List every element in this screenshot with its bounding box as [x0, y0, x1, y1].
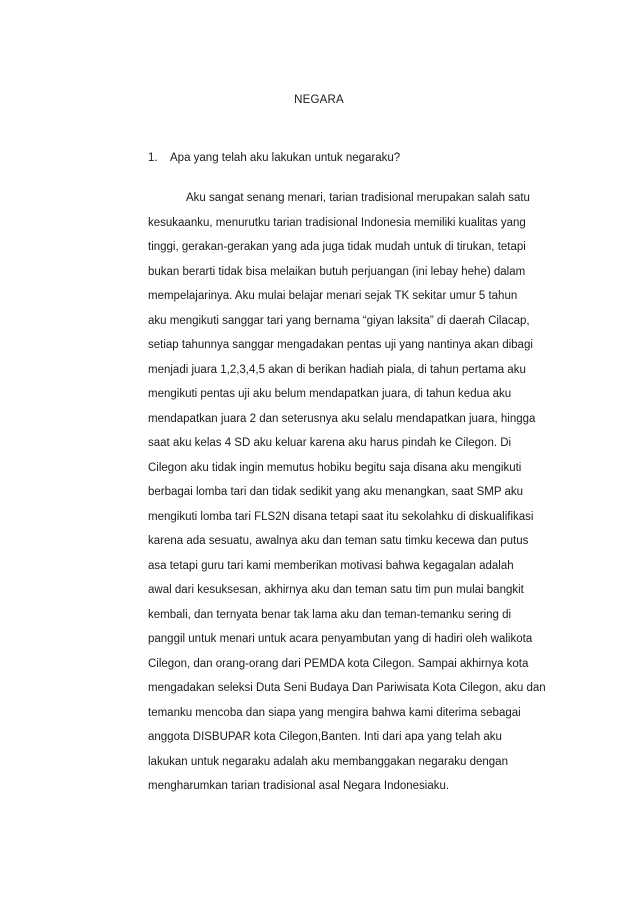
- paragraph-line: mengikuti pentas uji aku belum mendapatkan juara, di tahun kedua aku: [148, 388, 512, 400]
- paragraph-line: mendapatkan juara 2 dan seterusnya aku selalu mendapatkan juara, hingga: [148, 412, 536, 425]
- question-number: 1.: [148, 152, 158, 164]
- answer-paragraph: [148, 186, 568, 799]
- document-title: NEGARA: [294, 94, 344, 106]
- paragraph-line: berbagai lomba tari dan tidak sedikit yang aku menangkan, saat SMP aku: [148, 486, 524, 498]
- paragraph-line: mengadakan seleksi Duta Seni Budaya Dan Pariwisata Kota Cilegon, aku dan: [148, 682, 546, 694]
- paragraph-line: tinggi, gerakan-gerakan yang ada juga tidak mudah untuk di tirukan, tetapi: [148, 241, 526, 253]
- paragraph-line: menjadi juara 1,2,3,4,5 akan di berikan hadiah piala, di tahun pertama aku: [148, 363, 526, 376]
- paragraph-line: mengharumkan tarian tradisional asal Negara Indonesiaku.: [148, 780, 450, 792]
- paragraph-line: saat aku kelas 4 SD aku keluar karena aku harus pindah ke Cilegon. Di: [148, 437, 512, 449]
- question-heading: [148, 152, 400, 164]
- paragraph-line: asa tetapi guru tari kami memberikan motivasi bahwa kegagalan adalah: [148, 559, 514, 572]
- paragraph-line: kesukaanku, menurutku tarian tradisional Indonesia memiliki kualitas yang: [148, 216, 526, 229]
- paragraph-line: Aku sangat senang menari, tarian tradisional merupakan salah satu: [186, 192, 530, 204]
- paragraph-line: awal dari kesuksesan, akhirnya aku dan teman satu tim pun mulai bangkit: [148, 584, 524, 596]
- paragraph-line: Cilegon aku tidak ingin memutus hobiku begitu saja disana aku mengikuti: [148, 461, 522, 474]
- paragraph-line: Cilegon, dan orang-orang dari PEMDA kota Cilegon. Sampai akhirnya kota: [148, 657, 529, 670]
- paragraph-line: karena ada sesuatu, awalnya aku dan teman satu timku kecewa dan putus: [148, 535, 529, 547]
- paragraph-line: anggota DISBUPAR kota Cilegon,Banten. Inti dari apa yang telah aku: [148, 731, 502, 743]
- paragraph-line: aku mengikuti sanggar tari yang bernama “giyan laksita” di daerah Cilacap,: [148, 314, 530, 327]
- paragraph-line: bukan berarti tidak bisa melaikan butuh perjuangan (ini lebay hehe) dalam: [148, 265, 526, 278]
- paragraph-line: kembali, dan ternyata benar tak lama aku dan teman-temanku sering di: [148, 608, 512, 621]
- paragraph-line: panggil untuk menari untuk acara penyambutan yang di hadiri oleh walikota: [148, 633, 533, 645]
- paragraph-line: temanku mencoba dan siapa yang mengira bahwa kami diterima sebagai: [148, 706, 521, 719]
- paragraph-line: mengikuti lomba tari FLS2N disana tetapi saat itu sekolahku di diskualifikasi: [148, 510, 534, 523]
- paragraph-line: setiap tahunnya sanggar mengadakan pentas uji yang nantinya akan dibagi: [148, 339, 533, 351]
- paragraph-line: mempelajarinya. Aku mulai belajar menari sejak TK sekitar umur 5 tahun: [148, 290, 518, 302]
- question-text: Apa yang telah aku lakukan untuk negaraku?: [170, 152, 401, 164]
- paragraph-line: lakukan untuk negaraku adalah aku membanggakan negaraku dengan: [148, 755, 508, 768]
